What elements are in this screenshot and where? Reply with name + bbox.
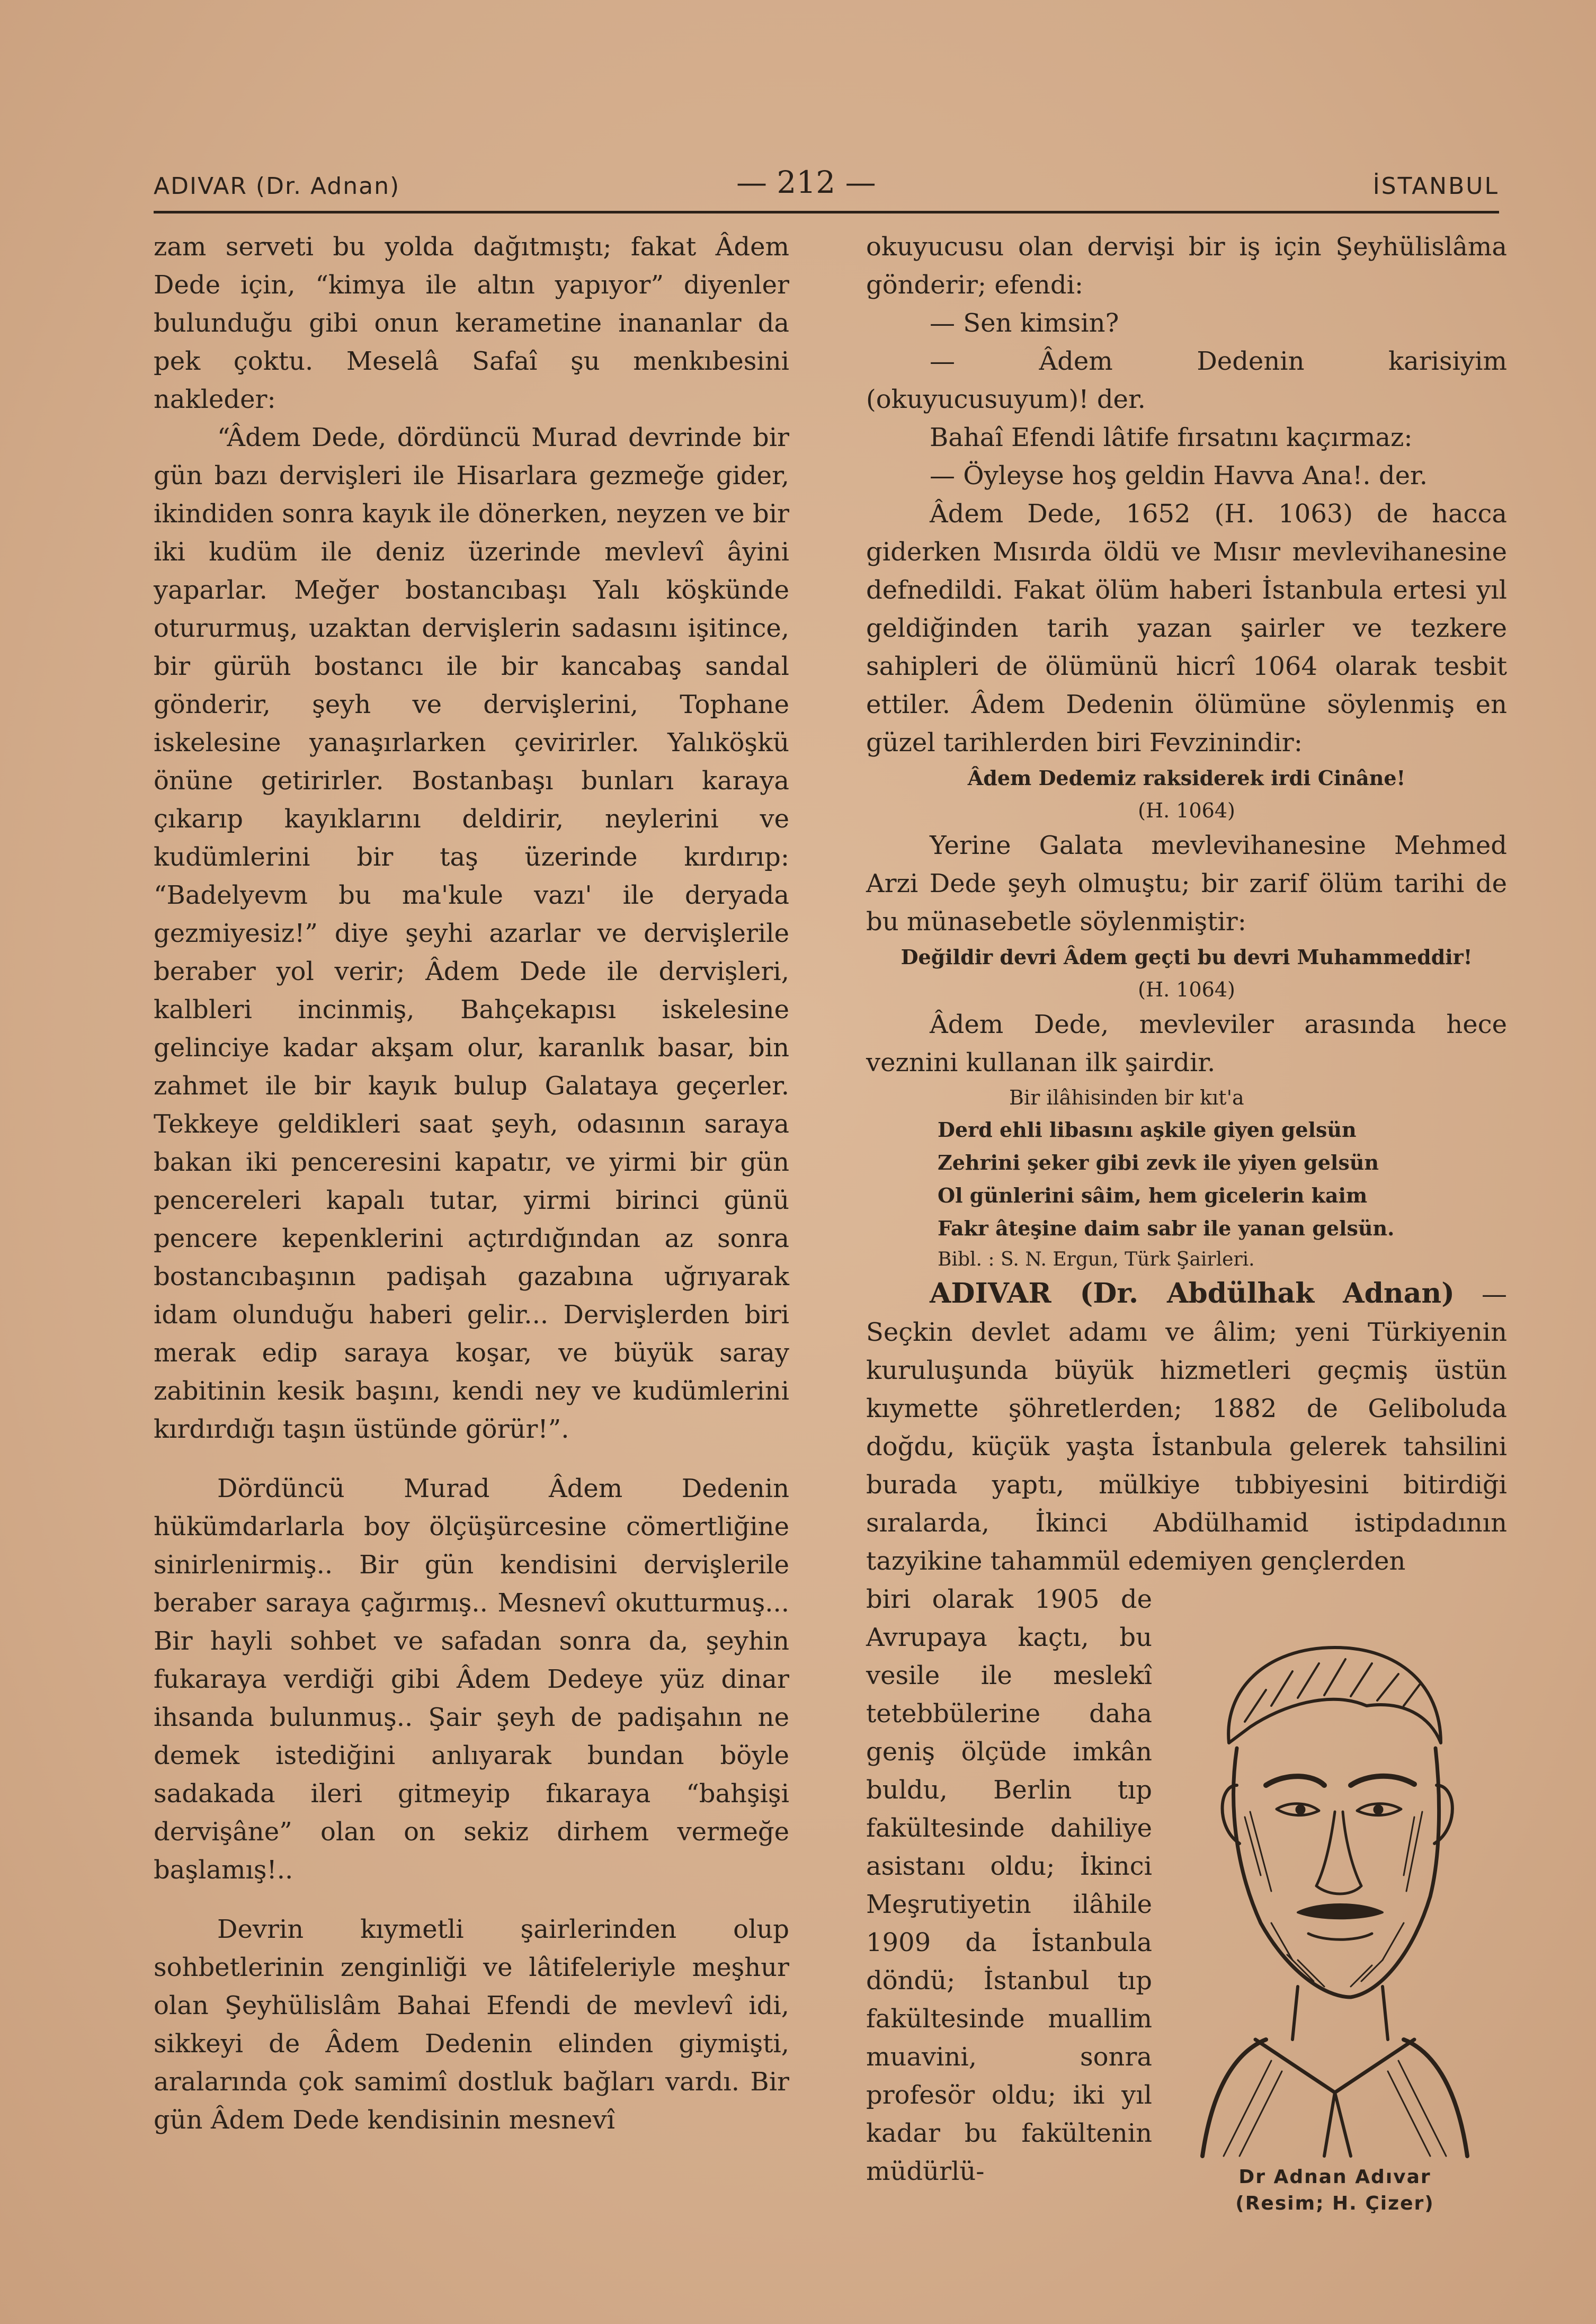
paragraph: “Âdem Dede, dördüncü Murad devrinde bir gün bazı dervişleri ile Hisarlara gezmeğe gider, ikindiden sonra kayık ile dönerken, neyzen ve bir iki kudüm ile deniz üzerinde mevlevî âyini yaparlar. Meğer bostancıbaşı Yalı köşkünde otururmuş, uzaktan dervişlerin sadasını işitince, bir gürüh bostancı ile bir kancabaş sandal gönderir, şeyh ve dervişlerini, Tophane iskelesine yanaşırlarken çevirirler. Yalıköşkü önüne getirirler. Bostanbaşı bunları karaya çıkarıp kayıklarını deldirir, neylerini ve kudümlerini bir taş üzerinde kırdırıp: “Badelyevm bu ma'kule vazı' ile deryada gezmiyesiz!” diye şeyhi azarlar ve dervişlerile beraber yol verir; Âdem Dede ile dervişleri, kalbleri incinmiş, Bahçekapısı iskelesine gelinciye kadar akşam olur, karanlık basar, bin zahmet ile bir kayık bulup Galataya geçerler. Tekkeye geldikleri saat şeyh, odasının saraya bakan iki penceresini kapatır, ve yirmi bir gün pencereleri kapalı tutar, yirmi birinci günü pencere kepenklerini açtırdığından az sonra bostancıbaşının padişah gazabına uğrıyarak idam olunduğu haberi gelir... Dervişlerden biri merak edip saraya koşar, ve büyük saray zabitinin kesik başını, kendi ney ve kudümlerini kırdırdığı taşın üstünde görür!”. [154, 423, 789, 1444]
entry-title: ADIVAR (Dr. Abdülhak Adnan) [930, 1277, 1455, 1310]
poem-line: Derd ehli libasını aşkile giyen gelsün [938, 1118, 1357, 1142]
caption-credit: (Resim; H. Çizer) [1235, 2193, 1434, 2214]
header-rule [154, 211, 1499, 213]
caption-name: Dr Adnan Adıvar [1238, 2166, 1431, 2188]
poem-line: Ol günlerini sâim, hem gicelerin kaim [938, 1183, 1368, 1207]
entry-continued: biri olarak 1905 de Avrupaya kaçtı, bu vesile ile meslekî tetebbülerine daha geniş ölçüde imkân buldu, Berlin tıp fakültesinde dahiliye asistanı oldu; İkinci Meşrutiyetin ilâhile 1909 da İstanbula döndü; İstanbul tıp fakültesinde muallim muavini, sonra profesör oldu; iki yıl kadar bu fakültenin müdürlü- [866, 1584, 1152, 2186]
dialogue-line: — Öyleyse hoş geldin Havva Ana!. der. [930, 461, 1428, 491]
dialogue-line: — Sen kimsin? [930, 308, 1119, 338]
poem-title: Bir ilâhisinden bir kıt'a [1009, 1086, 1244, 1109]
header-book-title: İSTANBUL [1372, 173, 1499, 200]
paragraph: zam serveti bu yolda dağıtmıştı; fakat Âdem Dede için, “kimya ile altın yapıyor” diyenler bulunduğu gibi onun kerametine inananlar da pek çoktu. Meselâ Safaî şu menkıbesini nakleder: [154, 232, 789, 414]
header-entry-name: ADIVAR (Dr. Adnan) [154, 173, 400, 200]
entry-text: — Seçkin devlet adamı ve âlim; yeni Türkiyenin kuruluşunda büyük hizmetleri geçmiş üstün kıymette şöhretlerden; 1882 de Geliboluda doğdu, küçük yaşta İstanbula gelerek tahsilini burada yaptı, mülkiye tıbbiyesini bitirdiği sıralarda, İkinci Abdülhamid istipdadının tazyikine tahammül edemiyen gençlerden [866, 1279, 1507, 1576]
hijri-year: (H. 1064) [1138, 799, 1235, 822]
portrait-caption [1192, 2164, 1478, 2217]
paragraph: okuyucusu olan dervişi bir iş için Şeyhülislâma gönderir; efendi: [866, 232, 1507, 300]
poem-line: Zehrini şeker gibi zevk ile yiyen gelsün [938, 1151, 1379, 1174]
paragraph: Âdem Dede, mevleviler arasında hece veznini kullanan ilk şairdir. [866, 1010, 1507, 1078]
paragraph: Bahaî Efendi lâtife fırsatını kaçırmaz: [930, 423, 1413, 452]
poem-line: Fakr âteşine daim sabr ile yanan gelsün. [938, 1216, 1395, 1240]
dialogue-line: — Âdem Dedenin karisiyim (okuyucusuyum)! der. [866, 346, 1507, 414]
chronogram: Değildir devri Âdem geçti bu devri Muhammeddir! [900, 945, 1473, 969]
bibliography: Bibl. : S. N. Ergun, Türk Şairleri. [938, 1249, 1255, 1270]
paragraph: Dördüncü Murad Âdem Dedenin hükümdarlarla boy ölçüşürcesine cömertliğine sinirlenirmiş.. Bir gün kendisini dervişlerile beraber saraya çağırmış.. Mesnevî okutturmuş... Bir hayli sohbet ve safadan sonra da, şeyhin fukaraya verdiği gibi Âdem Dedeye yüz dinar ihsanda bulunmuş.. Şair şeyh de padişahın ne demek istediğini anlıyarak bundan böyle sadakada ileri gitmeyip fıkaraya “bahşişi dervişâne” olan on sekiz dirhem vermeğe başlamış!.. [154, 1474, 789, 1885]
left-column [154, 228, 789, 2139]
chronogram: Âdem Dedemiz raksiderek irdi Cinâne! [967, 766, 1406, 790]
entry-paragraph [866, 1275, 1507, 1580]
paragraph: Devrin kıymetli şairlerinden olup sohbetlerinin zenginliği ve lâtifeleriyle meşhur olan Şeyhülislâm Bahai Efendi de mevlevî idi, sikkeyi de Âdem Dedenin elinden giymişti, aralarında çok samimî dostluk bağları vardı. Bir gün Âdem Dede kendisinin mesnevî [154, 1915, 789, 2135]
page-number: — 212 — [736, 164, 876, 200]
page-header [154, 164, 1499, 207]
paragraph: Yerine Galata mevlevihanesine Mehmed Arzi Dede şeyh olmuştu; bir zarif ölüm tarihi de bu münasebetle söylenmiştir: [866, 831, 1507, 937]
portrait-illustration [1192, 1626, 1478, 2161]
hijri-year: (H. 1064) [1138, 978, 1235, 1001]
paragraph: Âdem Dede, 1652 (H. 1063) de hacca giderken Mısırda öldü ve Mısır mevlevihanesine defnedildi. Fakat ölüm haberi İstanbula ertesi yıl geldiğinden tarih yazan şairler ve tezkere sahipleri de ölümünü hicrî 1064 olarak tesbit ettiler. Âdem Dedenin ölümüne söylenmiş en güzel tarihlerden biri Fevzinindir: [866, 499, 1507, 758]
